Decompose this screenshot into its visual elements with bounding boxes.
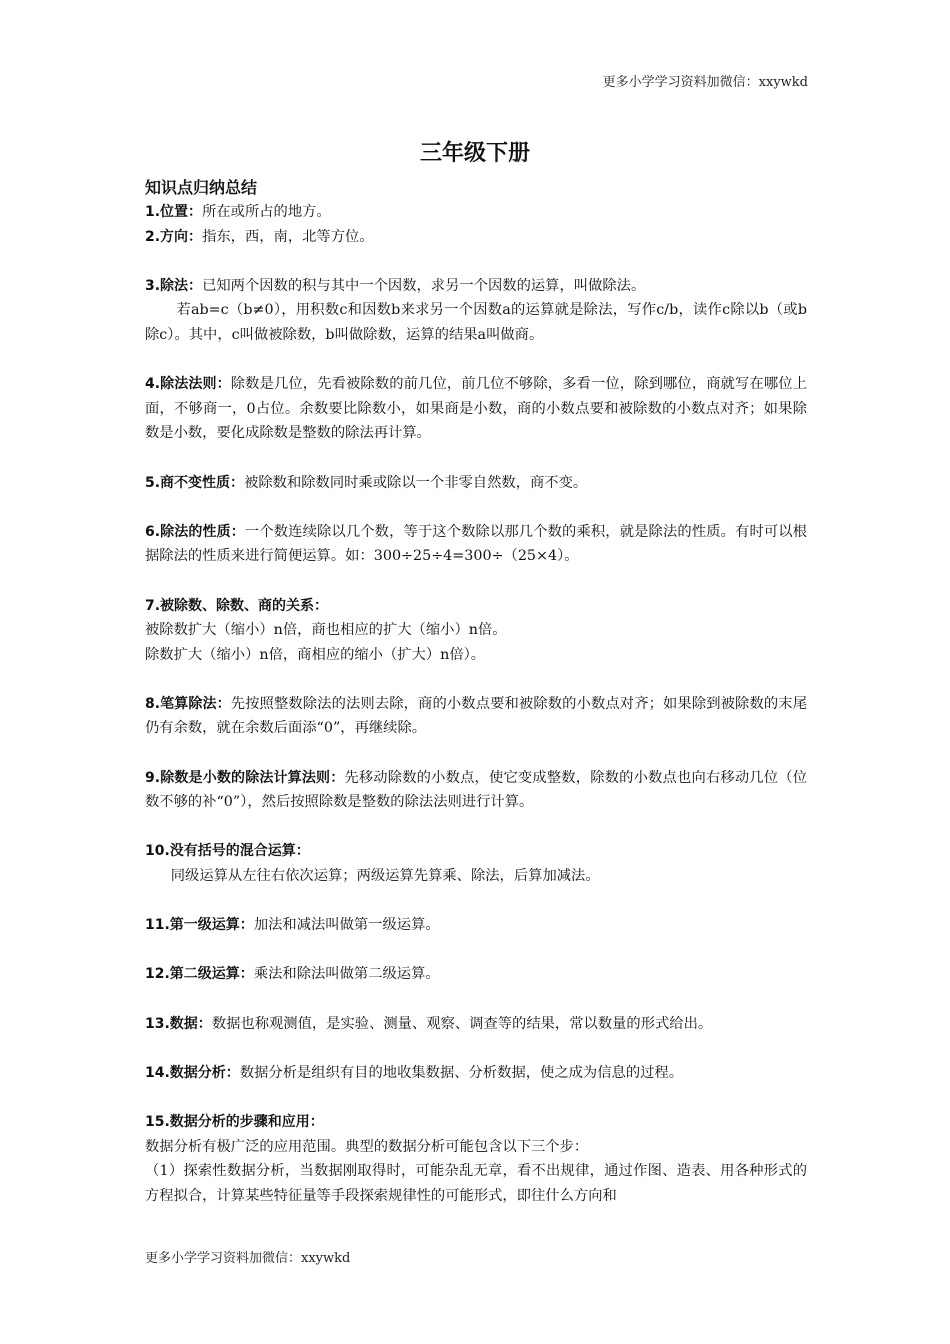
item-10-text: 同级运算从左往右依次运算；两级运算先算乘、除法，后算加减法。 (170, 868, 600, 885)
item-7 (145, 594, 807, 619)
item-1 (145, 200, 807, 225)
item-14-label: 14.数据分析： (145, 1064, 240, 1081)
item-5-text: 被除数和除数同时乘或除以一个非零自然数，商不变。 (244, 474, 588, 491)
item-3-text: 已知两个因数的积与其中一个因数，求另一个因数的运算，叫做除法。 (202, 277, 646, 294)
item-4-label: 4.除法法则： (145, 376, 231, 393)
section-subtitle: 知识点归纳总结 (145, 178, 258, 197)
page-title: 三年级下册 (419, 141, 530, 166)
footer-note: 更多小学学习资料加微信：xxywkd (145, 1251, 351, 1266)
header-note: 更多小学学习资料加微信：xxywkd (602, 75, 808, 90)
item-15-line-2: （1）探索性数据分析，当数据刚取得时，可能杂乱无章，看不出规律，通过作图、造表、用各种形式的方程拟合，计算某些特征量等手段探索规律性的可能形式，即往什么方向和 (145, 1163, 807, 1204)
item-7-label: 7.被除数、除数、商的关系： (145, 597, 329, 614)
item-8-text: 先按照整数除法的法则去除，商的小数点要和被除数的小数点对齐；如果除到被除数的末尾仍有余数，就在余数后面添“0”，再继续除。 (145, 695, 807, 737)
item-14-text: 数据分析是组织有目的地收集数据、分析数据，使之成为信息的过程。 (239, 1064, 684, 1081)
item-15 (145, 1110, 807, 1135)
item-8 (145, 692, 807, 741)
document-body (145, 176, 807, 1208)
item-6-text: 一个数连续除以几个数，等于这个数除以那几个数的乘积，就是除法的性质。有时可以根据除法的性质来进行简便运算。如：300÷25÷4=300÷（25×4）。 (145, 523, 808, 565)
item-12-label: 12.第二级运算： (145, 966, 254, 983)
item-13 (145, 1012, 807, 1037)
item-3-label: 3.除法： (145, 277, 203, 294)
item-7-line-1: 被除数扩大（缩小）n倍，商也相应的扩大（缩小）n倍。 (145, 622, 507, 639)
item-11 (145, 913, 807, 938)
item-15-line-1: 数据分析有极广泛的应用范围。典型的数据分析可能包含以下三个步： (145, 1138, 589, 1155)
item-1-label: 1.位置： (145, 204, 203, 220)
item-4 (145, 372, 807, 446)
item-12-text: 乘法和除法叫做第二级运算。 (253, 966, 440, 983)
item-2 (145, 225, 807, 250)
item-1-text: 所在或所占的地方。 (202, 204, 331, 220)
item-7-line-2: 除数扩大（缩小）n倍，商相应的缩小（扩大）n倍）。 (145, 646, 486, 663)
item-6-label: 6.除法的性质： (145, 523, 245, 540)
item-5 (145, 471, 807, 496)
item-2-label: 2.方向： (145, 228, 203, 245)
item-10-label: 10.没有括号的混合运算： (145, 843, 310, 860)
item-9-label: 9.除数是小数的除法计算法则： (145, 769, 345, 786)
item-4-text: 除数是几位，先看被除数的前几位，前几位不够除，多看一位，除到哪位，商就写在哪位上面，不够商一，0占位。余数要比除数小，如果商是小数，商的小数点要和被除数的小数点对齐；如果除数是小数，要化成除数是整数的除法再计算。 (145, 376, 807, 442)
item-12 (145, 962, 807, 987)
item-6 (145, 520, 807, 569)
item-13-label: 13.数据： (145, 1015, 212, 1032)
item-11-label: 11.第一级运算： (145, 917, 254, 934)
item-8-label: 8.笔算除法： (145, 695, 231, 712)
item-14 (145, 1061, 807, 1086)
item-3-extra: 若ab=c（b≠0），用积数c和因数b来求另一个因数a的运算就是除法，写作c/b，读作c除以b（或b除c）。其中，c叫做被除数，b叫做除数，运算的结果a叫做商。 (145, 302, 807, 343)
item-2-text: 指东，西，南，北等方位。 (202, 228, 374, 245)
item-15-label: 15.数据分析的步骤和应用： (145, 1113, 324, 1130)
item-13-text: 数据也称观测值，是实验、测量、观察、调查等的结果，常以数量的形式给出。 (211, 1015, 713, 1032)
item-11-text: 加法和减法叫做第一级运算。 (253, 917, 440, 934)
item-3 (145, 274, 807, 299)
item-9 (145, 766, 807, 815)
item-5-label: 5.商不变性质： (145, 474, 245, 491)
item-10 (145, 839, 807, 864)
item-9-text: 先移动除数的小数点，使它变成整数，除数的小数点也向右移动几位（位数不够的补“0”），然后按照除数是整数的除法法则进行计算。 (145, 769, 807, 811)
